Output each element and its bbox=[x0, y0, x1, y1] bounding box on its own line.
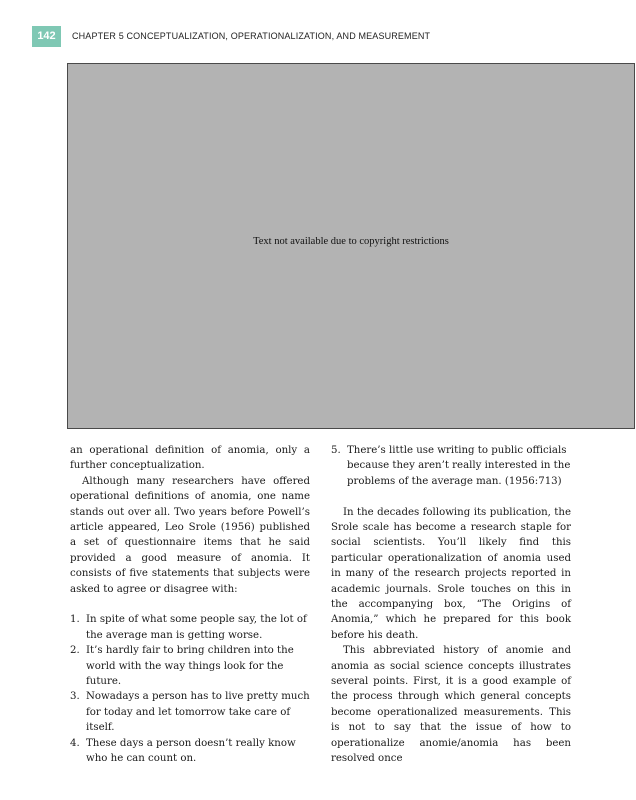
paragraph: an operational definition of anomia, only a further conceptualization. bbox=[70, 445, 310, 472]
list-text: In spite of what some people say, the lot of the average man is getting worse. bbox=[86, 614, 307, 641]
srole-items-list-continued bbox=[331, 443, 571, 489]
list-number: 1. bbox=[70, 614, 80, 626]
list-number: 4. bbox=[70, 737, 80, 749]
spacer bbox=[70, 597, 310, 612]
spacer bbox=[331, 489, 571, 504]
list-item bbox=[70, 612, 310, 643]
copyright-notice: Text not available due to copyright restrictions bbox=[253, 236, 449, 247]
right-column bbox=[331, 443, 571, 767]
list-text: It’s hardly fair to bring children into the world with the way things look for the future. bbox=[86, 645, 294, 688]
paragraph: This abbreviated history of anomie and anomia as social science concepts illustrates several points. First, it is a good example of the process through which general concepts become operationalized measurements. This is not to say that the issue of how to operationalize anomie/anomia has been resolved once bbox=[331, 645, 571, 765]
list-number: 5. bbox=[331, 445, 341, 456]
paragraph: Although many researchers have offered operational definitions of anomia, one name stands out over all. Two years before Powell’s article appeared, Leo Srole (1956) published a set of questionnaire items that he said provided a good measure of anomia. It consists of five statements that subjects were asked to agree or disagree with: bbox=[70, 475, 310, 595]
list-item bbox=[331, 443, 571, 489]
list-text: Nowadays a person has to live pretty much for today and let tomorrow take care of itself. bbox=[86, 691, 310, 734]
list-item bbox=[70, 643, 310, 689]
running-head: CHAPTER 5 CONCEPTUALIZATION, OPERATIONALIZATION, AND MEASUREMENT bbox=[72, 31, 431, 41]
copyright-placeholder-figure bbox=[67, 63, 635, 429]
left-column bbox=[70, 443, 310, 767]
srole-items-list bbox=[70, 612, 310, 766]
list-item bbox=[70, 736, 310, 767]
paragraph: In the decades following its publication, the Srole scale has become a research staple for social scientists. You’ll likely find this particular operationalization of anomia used in many of the research projects reported in academic journals. Srole touches on this in the accompanying box, “The Origins of Anomia,” which he prepared for this book before his death. bbox=[331, 506, 571, 641]
list-text: There’s little use writing to public officials because they aren’t really interested in the problems of the average man. (1956:713) bbox=[347, 445, 571, 487]
page-number: 142 bbox=[32, 26, 61, 47]
list-text: These days a person doesn’t really know who he can count on. bbox=[86, 737, 296, 765]
list-item bbox=[70, 689, 310, 735]
list-number: 2. bbox=[70, 645, 80, 657]
list-number: 3. bbox=[70, 691, 80, 703]
